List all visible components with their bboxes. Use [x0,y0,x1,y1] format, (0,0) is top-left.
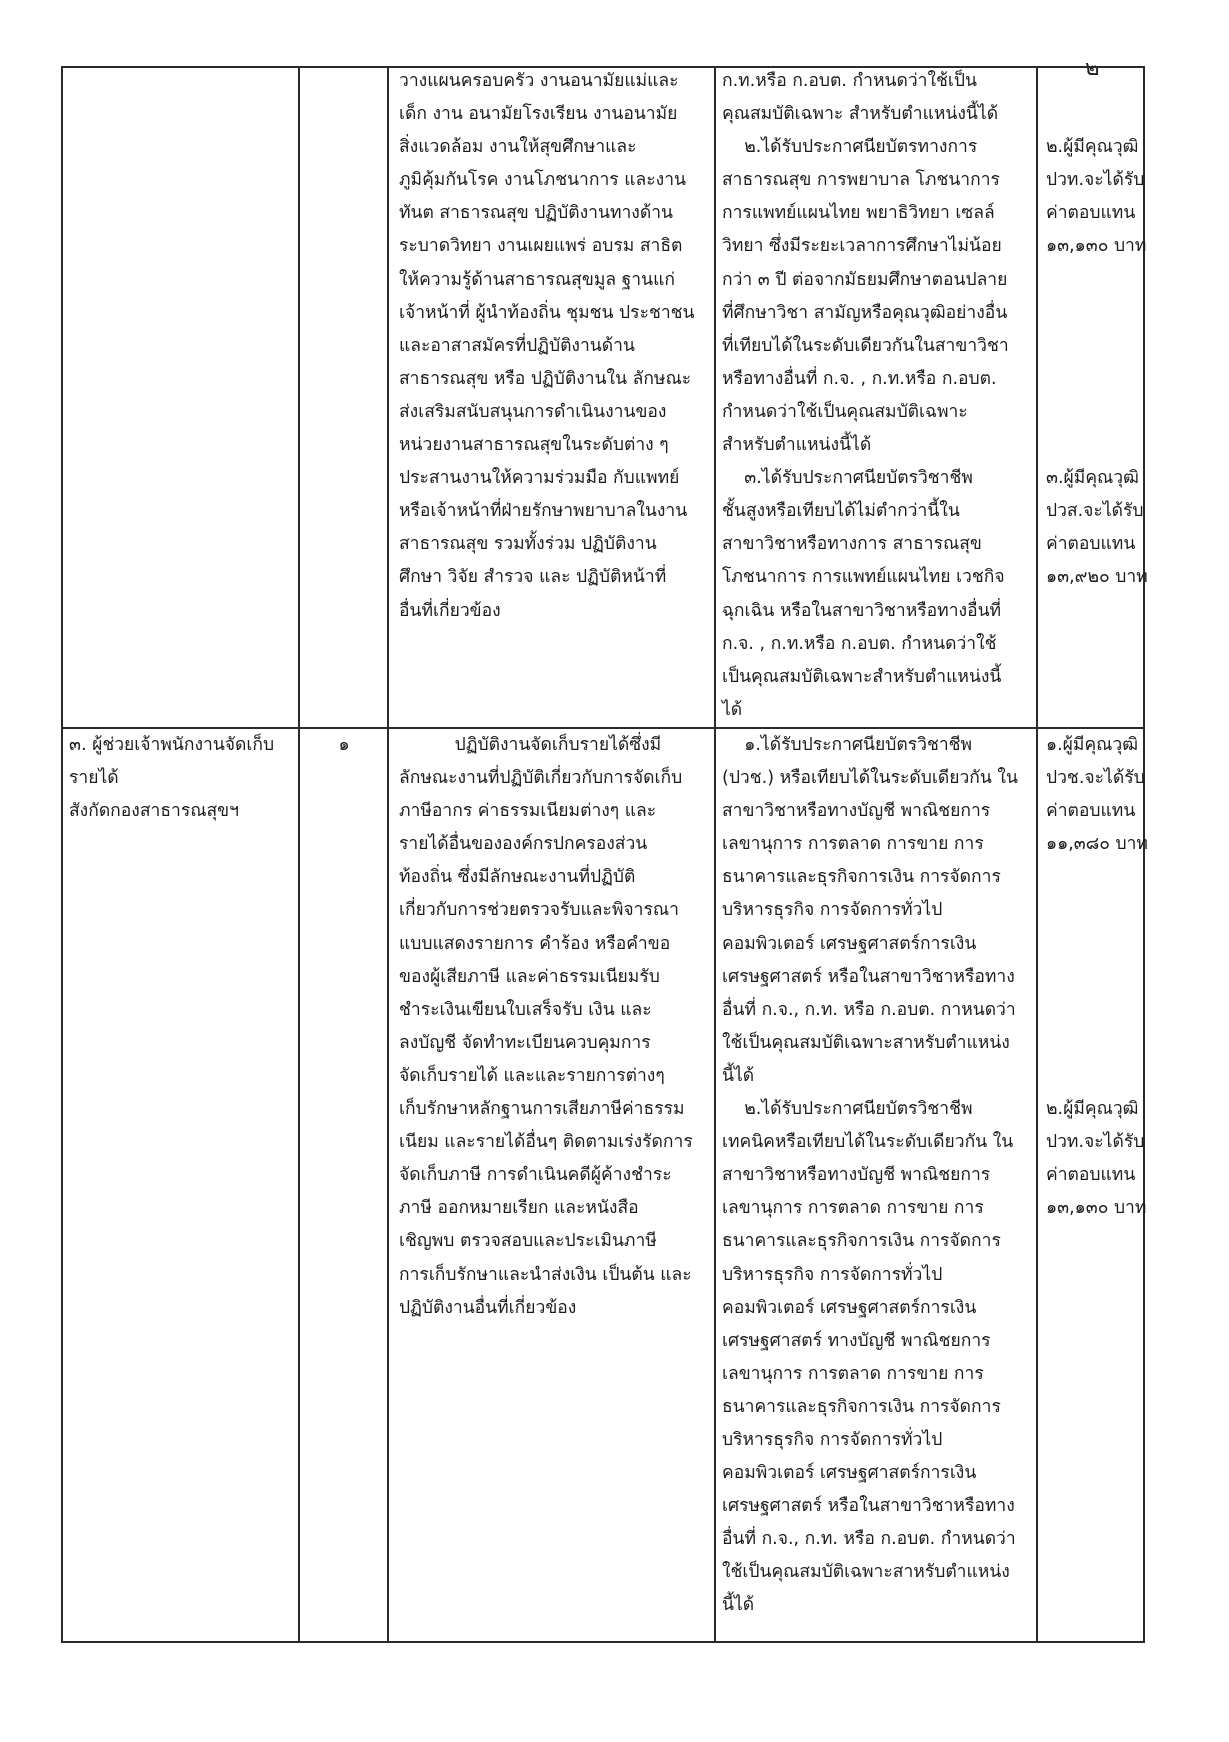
position-line: ๓. ผู้ช่วยเจ้าพนักงานจัดเก็บ [69,735,275,755]
note-line [1046,994,1144,1027]
note-line: ๑๓,๙๒๐ บาท [1046,567,1148,588]
note-line: ปวส.จะได้รับ [1046,501,1144,522]
note-line: ค่าตอบแทน [1046,534,1136,555]
duties-line: ภูมิคุ้มกันโรค งานโภชนาการ และงาน [399,170,686,191]
qualification-line: อื่นที่ ก.จ., ก.ท. หรือ ก.อบต. กำหนดว่า [722,1529,1016,1550]
duties-cell [399,729,709,1325]
duties-line: ภาษีอากร ค่าธรรมเนียมต่างๆ และ [399,801,657,822]
qualification-line: ธนาคารและธุรกิจการเงิน การจัดการ [722,1231,1001,1252]
note-line: ปวช.จะได้รับ [1046,768,1145,789]
duties-line: รายได้อื่นขององค์กรปกครองส่วน [399,834,648,855]
duties-line: วางแผนครอบครัว งานอนามัยแม่และ [399,71,679,91]
qualification-line: ก.ท.หรือ ก.อบต. กำหนดว่าใช้เป็น [722,71,977,91]
qualification-line: ชั้นสูงหรือเทียบได้ไม่ตำกว่านี้ใน [722,501,960,522]
duties-line: ให้ความรู้ด้านสาธารณสุขมูล ฐานแก่ [399,269,675,290]
note-line [1046,894,1144,927]
note-line: ๓.ผู้มีคุณวุฒิ [1046,468,1139,489]
qualification-line: บริหารธุรกิจ การจัดการทั่วไป [722,1264,943,1285]
note-line [1046,65,1144,98]
duties-line: หน่วยงานสาธารณสุขในระดับต่าง ๆ [399,435,669,456]
qualifications-table [61,66,1148,1643]
note-line [1046,330,1144,363]
qualification-line: เศรษฐศาสตร์ ทางบัญชี พาณิชยการ [722,1330,991,1351]
qualification-line: บริหารธุรกิจ การจัดการทั่วไป [722,900,943,921]
duties-line: และอาสาสมัครที่ปฏิบัติงานด้าน [399,335,635,356]
note-line [1046,961,1144,994]
qualification-line: กว่า ๓ ปี ต่อจากมัธยมศึกษาตอนปลาย [722,269,1008,290]
qualification-line: สาธารณสุข การพยาบาล โภชนาการ [722,170,1000,191]
qualification-line: ๑.ได้รับประกาศนียบัตรวิชาชีพ [722,735,973,755]
note-line: ๑๓,๑๓๐ บาท [1046,1198,1147,1219]
duties-line: สาธารณสุข หรือ ปฏิบัติงานใน ลักษณะ [399,368,692,389]
qualification-line: ฉุกเฉิน หรือในสาขาวิชาหรือทางอื่นที่ [722,600,1002,621]
note-line: ค่าตอบแทน [1046,1165,1136,1186]
qualification-line: เลขานุการ การตลาด การขาย การ [722,1198,984,1219]
column-divider [387,68,389,1641]
duties-line: เนียม และรายได้อื่นๆ ติดตามเร่งรัดการ [399,1132,693,1153]
note-line: ค่าตอบแทน [1046,801,1136,822]
duties-line: ลงบัญชี จัดทำทะเบียนควบคุมการ [399,1032,651,1053]
position-cell [69,729,294,828]
column-divider [1036,68,1038,1641]
duties-line: แบบแสดงรายการ คำร้อง หรือคำขอ [399,933,671,954]
note-line: ๑๑,๓๘๐ บาท [1046,834,1148,855]
duties-line: เด็ก งาน อนามัยโรงเรียน งานอนามัย [399,104,678,125]
duties-line: สาธารณสุข รวมทั้งร่วม ปฏิบัติงาน [399,534,657,555]
quantity-cell: ๑ [338,735,350,755]
note-line [1046,1060,1144,1093]
notes-cell [1046,65,1148,595]
note-line [1046,861,1144,894]
qualification-line: ที่ศึกษาวิชา สามัญหรือคุณวุฒิอย่างอื่น [722,302,1008,323]
duties-line: ปฏิบัติงานอื่นที่เกี่ยวข้อง [399,1297,577,1318]
qualification-line: ธนาคารและธุรกิจการเงิน การจัดการ [722,1396,1001,1417]
qualification-line: คุณสมบัติเฉพาะ สำหรับตำแหน่งนี้ได้ [722,104,999,125]
note-line: ๑๓,๑๓๐ บาท [1046,236,1147,257]
qualification-line: วิทยา ซึ่งมีระยะเวลาการศึกษาไม่น้อย [722,236,1002,257]
qualification-line: นี้ได้ [722,1595,755,1616]
note-line [1046,264,1144,297]
qualification-line: โภชนาการ การแพทย์แผนไทย เวชกิจ [722,567,1005,588]
note-line: ปวท.จะได้รับ [1046,170,1145,191]
qualification-line: อื่นที่ ก.จ., ก.ท. หรือ ก.อบต. กาหนดว่า [722,999,1016,1020]
note-line [1046,98,1144,131]
qualification-line: กำหนดว่าใช้เป็นคุณสมบัติเฉพาะ [722,401,968,422]
qualifications-cell [722,729,1032,1623]
duties-line: ทันต สาธารณสุข ปฏิบัติงานทางด้าน [399,203,674,224]
qualification-line: เศรษฐศาสตร์ หรือในสาขาวิชาหรือทาง [722,966,1015,987]
qualification-line: เลขานุการ การตลาด การขาย การ [722,834,984,855]
qualification-line: ก.จ. , ก.ท.หรือ ก.อบต. กำหนดว่าใช้ [722,633,997,654]
duties-line: จัดเก็บภาษี การดำเนินคดีผู้ค้างชำระ [399,1165,672,1186]
duties-line: เก็บรักษาหลักฐานการเสียภาษีค่าธรรม [399,1099,685,1120]
duties-line: ของผู้เสียภาษี และค่าธรรมเนียมรับ [399,966,660,987]
notes-cell [1046,729,1148,1225]
qualification-line: (ปวช.) หรือเทียบได้ในระดับเดียวกัน ใน [722,768,1018,789]
page-number: ๒ [1085,56,1100,81]
qualification-line: บริหารธุรกิจ การจัดการทั่วไป [722,1429,943,1450]
qualification-line: สาขาวิชาหรือทางบัญชี พาณิชยการ [722,801,991,822]
qualification-line: เลขานุการ การตลาด การขาย การ [722,1363,984,1384]
qualification-line: คอมพิวเตอร์ เศรษฐศาสตร์การเงิน [722,933,977,954]
qualification-line: นี้ได้ [722,1065,755,1086]
duties-line: หรือเจ้าหน้าที่ฝ่ายรักษาพยาบาลในงาน [399,501,688,522]
qualification-line: ใช้เป็นคุณสมบัติเฉพาะสาหรับตำแหน่ง [722,1562,1010,1583]
qualifications-cell [722,65,1032,727]
duties-line: ประสานงานให้ความร่วมมือ กับแพทย์ [399,468,680,489]
note-line [1046,928,1144,961]
duties-line: ศึกษา วิจัย สำรวจ และ ปฏิบัติหน้าที่ [399,567,667,588]
duties-line: ระบาดวิทยา งานเผยแพร่ อบรม สาธิต [399,236,683,257]
duties-cell [399,65,709,628]
duties-line: ภาษี ออกหมายเรียก และหนังสือ [399,1198,639,1219]
duties-line: สิ่งแวดล้อม งานให้สุขศึกษาและ [399,137,637,158]
qualification-line: ได้ [722,699,743,720]
qualification-line: สำหรับตำแหน่งนี้ได้ [722,435,872,456]
duties-line: เจ้าหน้าที่ ผู้นำท้องถิ่น ชุมชน ประชาชน [399,302,695,323]
note-line: ค่าตอบแทน [1046,203,1136,224]
qualification-line: สาขาวิชาหรือทางการ สาธารณสุข [722,534,982,555]
duties-line: การเก็บรักษาและนำส่งเงิน เป็นต้น และ [399,1264,692,1285]
note-line: ๑.ผู้มีคุณวุฒิ [1046,735,1139,755]
qualification-line: ๓.ได้รับประกาศนียบัตรวิชาชีพ [722,468,973,489]
qualification-line: เศรษฐศาสตร์ หรือในสาขาวิชาหรือทาง [722,1496,1015,1517]
qualification-line: ที่เทียบได้ในระดับเดียวกันในสาขาวิชา [722,335,1009,356]
note-line: ปวท.จะได้รับ [1046,1132,1145,1153]
duties-line: ชำระเงินเขียนใบเสร็จรับ เงิน และ [399,999,652,1020]
column-divider [298,68,300,1641]
qualification-line: การแพทย์แผนไทย พยาธิวิทยา เซลล์ [722,203,995,224]
qualification-line: หรือทางอื่นที่ ก.จ. , ก.ท.หรือ ก.อบต. [722,368,997,389]
qualification-line: ใช้เป็นคุณสมบัติเฉพาะสาหรับตำแหน่ง [722,1032,1010,1053]
qualification-line: คอมพิวเตอร์ เศรษฐศาสตร์การเงิน [722,1463,977,1484]
position-line: รายได้ [69,768,119,789]
qualification-line: ธนาคารและธุรกิจการเงิน การจัดการ [722,867,1001,888]
note-line: ๒.ผู้มีคุณวุฒิ [1046,137,1139,158]
qualification-line: ๒.ได้รับประกาศนียบัตรทางการ [722,137,978,158]
note-line [1046,363,1144,396]
note-line [1046,396,1144,429]
note-line: ๒.ผู้มีคุณวุฒิ [1046,1099,1139,1120]
duties-line: เกี่ยวกับการช่วยตรวจรับและพิจารณา [399,900,679,921]
qualification-line: สาขาวิชาหรือทางบัญชี พาณิชยการ [722,1165,991,1186]
qualification-line: ๒.ได้รับประกาศนียบัตรวิชาชีพ [722,1099,973,1120]
note-line [1046,1027,1144,1060]
qualification-line: เทคนิคหรือเทียบได้ในระดับเดียวกัน ใน [722,1132,1014,1153]
duties-line: ปฏิบัติงานจัดเก็บรายได้ซึ่งมี [399,735,662,755]
duties-line: จัดเก็บรายได้ และและรายการต่างๆ [399,1065,665,1086]
qualification-line: คอมพิวเตอร์ เศรษฐศาสตร์การเงิน [722,1297,977,1318]
column-divider [714,68,716,1641]
duties-line: ท้องถิ่น ซึ่งมีลักษณะงานที่ปฏิบัติ [399,867,636,888]
duties-line: ส่งเสริมสนับสนุนการดำเนินงานของ [399,401,667,422]
note-line [1046,429,1144,462]
duties-line: ลักษณะงานที่ปฏิบัติเกี่ยวกับการจัดเก็บ [399,768,683,789]
note-line [1046,297,1144,330]
qualification-line: เป็นคุณสมบัติเฉพาะสำหรับตำแหน่งนี้ [722,666,1002,687]
duties-line: เชิญพบ ตรวจสอบและประเมินภาษี [399,1231,657,1252]
position-line: สังกัดกองสาธารณสุขฯ [69,801,239,822]
duties-line: อื่นที่เกี่ยวข้อง [399,600,501,621]
